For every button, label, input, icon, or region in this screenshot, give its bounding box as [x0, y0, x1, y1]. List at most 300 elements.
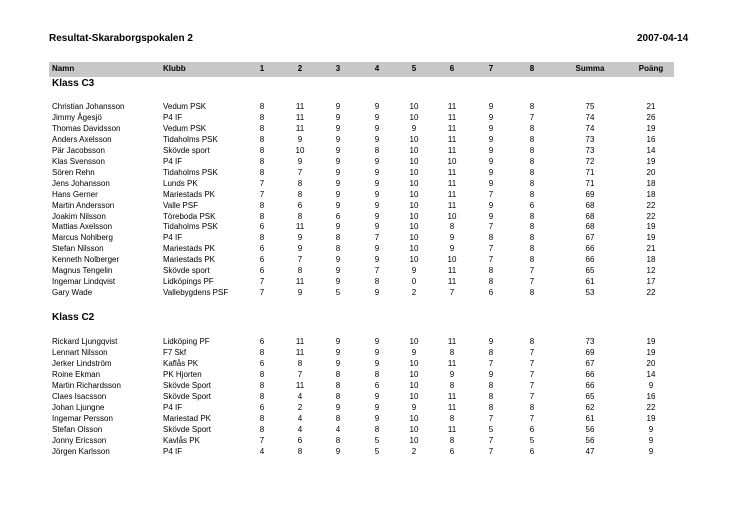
series-2-cell: 11 — [295, 380, 305, 390]
table-row — [0, 134, 741, 145]
series-4-cell: 9 — [374, 123, 380, 133]
series-6-cell: 10 — [447, 156, 457, 166]
series-8-cell: 8 — [529, 222, 535, 232]
series-4-cell: 9 — [374, 255, 380, 265]
series-2-cell: 7 — [297, 369, 303, 379]
series-2-cell: 11 — [295, 277, 305, 287]
series-5-cell: 10 — [409, 112, 419, 122]
series-2-cell: 11 — [295, 222, 305, 232]
club-cell: P4 IF — [163, 112, 183, 122]
series-1-cell: 8 — [259, 102, 265, 111]
sum-cell: 56 — [585, 424, 595, 434]
sum-cell: 66 — [585, 255, 595, 265]
series-6-cell: 11 — [447, 358, 457, 368]
series-6-cell: 10 — [447, 255, 457, 265]
table-row — [0, 265, 741, 276]
header-series-1: 1 — [259, 64, 265, 73]
series-6-cell: 8 — [449, 380, 455, 390]
name-cell: Roine Ekman — [52, 369, 101, 379]
series-7-cell: 8 — [488, 277, 494, 287]
series-8-cell: 6 — [529, 446, 535, 456]
points-cell: 19 — [646, 156, 656, 166]
series-4-cell: 9 — [374, 156, 380, 166]
series-7-cell: 7 — [488, 255, 494, 265]
points-cell: 19 — [646, 123, 656, 133]
series-4-cell: 9 — [374, 134, 380, 144]
table-row — [0, 413, 741, 424]
series-4-cell: 9 — [374, 178, 380, 188]
series-1-cell: 7 — [259, 277, 265, 287]
series-3-cell: 9 — [335, 358, 341, 368]
series-7-cell: 5 — [488, 424, 494, 434]
series-6-cell: 11 — [447, 337, 457, 346]
club-cell: Lunds PK — [163, 178, 198, 188]
name-cell: Kenneth Nolberger — [52, 255, 120, 265]
name-cell: Klas Svensson — [52, 156, 105, 166]
series-7-cell: 9 — [488, 123, 494, 133]
sum-cell: 73 — [585, 145, 595, 155]
series-3-cell: 9 — [335, 347, 341, 357]
club-cell: Skövde sport — [163, 266, 210, 276]
points-cell: 19 — [646, 233, 656, 243]
series-1-cell: 6 — [259, 358, 265, 368]
series-5-cell: 10 — [409, 178, 419, 188]
club-cell: Valle PSF — [163, 200, 198, 210]
points-cell: 26 — [646, 112, 656, 122]
name-cell: Magnus Tengelin — [52, 266, 113, 276]
series-7-cell: 7 — [488, 413, 494, 423]
series-1-cell: 6 — [259, 255, 265, 265]
series-6-cell: 11 — [447, 102, 457, 111]
name-cell: Rickard Ljungqvist — [52, 337, 118, 346]
series-7-cell: 7 — [488, 435, 494, 445]
series-3-cell: 9 — [335, 266, 341, 276]
table-row — [0, 402, 741, 413]
series-2-cell: 11 — [295, 123, 305, 133]
sum-cell: 67 — [585, 358, 595, 368]
series-4-cell: 9 — [374, 200, 380, 210]
section-title: Klass C2 — [52, 312, 95, 323]
points-cell: 19 — [646, 337, 656, 346]
sum-cell: 65 — [585, 391, 595, 401]
points-cell: 21 — [646, 244, 656, 254]
sum-cell: 74 — [585, 112, 595, 122]
series-6-cell: 11 — [447, 123, 457, 133]
series-4-cell: 9 — [374, 222, 380, 232]
series-5-cell: 10 — [409, 369, 419, 379]
points-cell: 21 — [646, 102, 656, 111]
series-4-cell: 8 — [374, 424, 380, 434]
series-4-cell: 9 — [374, 347, 380, 357]
series-4-cell: 9 — [374, 337, 380, 346]
sum-cell: 75 — [585, 102, 595, 111]
table-row — [0, 380, 741, 391]
series-6-cell: 11 — [447, 277, 457, 287]
series-1-cell: 4 — [259, 446, 265, 456]
series-2-cell: 7 — [297, 255, 303, 265]
series-1-cell: 8 — [259, 211, 265, 221]
series-3-cell: 9 — [335, 277, 341, 287]
series-6-cell: 8 — [449, 435, 455, 445]
series-5-cell: 10 — [409, 413, 419, 423]
series-7-cell: 8 — [488, 347, 494, 357]
series-4-cell: 7 — [374, 233, 380, 243]
points-cell: 18 — [646, 189, 656, 199]
table-row — [0, 145, 741, 156]
table-row — [0, 435, 741, 446]
points-cell: 22 — [646, 288, 656, 298]
header-club: Klubb — [163, 64, 186, 73]
series-4-cell: 8 — [374, 277, 380, 287]
series-5-cell: 0 — [411, 277, 417, 287]
points-cell: 9 — [648, 424, 654, 434]
series-7-cell: 9 — [488, 369, 494, 379]
club-cell: Tidaholms PSK — [163, 222, 218, 232]
series-5-cell: 10 — [409, 337, 419, 346]
name-cell: Pär Jacobsson — [52, 145, 105, 155]
series-1-cell: 8 — [259, 145, 265, 155]
series-4-cell: 8 — [374, 369, 380, 379]
series-8-cell: 8 — [529, 178, 535, 188]
series-3-cell: 9 — [335, 189, 341, 199]
series-3-cell: 9 — [335, 134, 341, 144]
series-1-cell: 6 — [259, 266, 265, 276]
series-7-cell: 9 — [488, 211, 494, 221]
series-3-cell: 9 — [335, 167, 341, 177]
series-8-cell: 8 — [529, 337, 535, 346]
sum-cell: 47 — [585, 446, 595, 456]
series-7-cell: 8 — [488, 402, 494, 412]
name-cell: Claes Isacsson — [52, 391, 107, 401]
series-6-cell: 11 — [447, 112, 457, 122]
header-series-2: 2 — [297, 64, 303, 73]
name-cell: Martin Andersson — [52, 200, 115, 210]
series-7-cell: 9 — [488, 178, 494, 188]
name-cell: Marcus Nohlberg — [52, 233, 113, 243]
series-3-cell: 9 — [335, 255, 341, 265]
club-cell: Lidköping PF — [163, 337, 210, 346]
series-3-cell: 9 — [335, 402, 341, 412]
series-5-cell: 2 — [411, 446, 417, 456]
series-1-cell: 8 — [259, 424, 265, 434]
series-4-cell: 9 — [374, 288, 380, 298]
points-cell: 14 — [646, 369, 656, 379]
series-8-cell: 8 — [529, 123, 535, 133]
points-cell: 20 — [646, 358, 656, 368]
series-7-cell: 9 — [488, 156, 494, 166]
series-2-cell: 2 — [297, 402, 303, 412]
series-2-cell: 8 — [297, 178, 303, 188]
series-5-cell: 10 — [409, 424, 419, 434]
name-cell: Stefan Nilsson — [52, 244, 104, 254]
series-1-cell: 8 — [259, 391, 265, 401]
name-cell: Jonny Ericsson — [52, 435, 107, 445]
series-7-cell: 7 — [488, 222, 494, 232]
series-1-cell: 8 — [259, 156, 265, 166]
series-5-cell: 10 — [409, 358, 419, 368]
report-date: 2007-04-14 — [637, 33, 689, 44]
table-row — [0, 243, 741, 254]
table-row — [0, 336, 741, 347]
points-cell: 17 — [646, 277, 656, 287]
series-2-cell: 11 — [295, 347, 305, 357]
series-4-cell: 9 — [374, 189, 380, 199]
series-3-cell: 8 — [335, 391, 341, 401]
sum-cell: 73 — [585, 134, 595, 144]
series-5-cell: 10 — [409, 255, 419, 265]
points-cell: 22 — [646, 211, 656, 221]
club-cell: Tidaholms PSK — [163, 167, 218, 177]
sum-cell: 67 — [585, 233, 595, 243]
header-series-7: 7 — [488, 64, 494, 73]
series-6-cell: 6 — [449, 446, 455, 456]
club-cell: Mariestads PK — [163, 244, 216, 254]
series-7-cell: 9 — [488, 337, 494, 346]
series-2-cell: 9 — [297, 134, 303, 144]
series-7-cell: 8 — [488, 233, 494, 243]
series-5-cell: 10 — [409, 102, 419, 111]
points-cell: 18 — [646, 255, 656, 265]
series-8-cell: 7 — [529, 277, 535, 287]
series-3-cell: 8 — [335, 413, 341, 423]
sum-cell: 68 — [585, 222, 595, 232]
points-cell: 14 — [646, 145, 656, 155]
series-3-cell: 9 — [335, 145, 341, 155]
series-4-cell: 6 — [374, 380, 380, 390]
series-6-cell: 8 — [449, 222, 455, 232]
series-6-cell: 11 — [447, 189, 457, 199]
series-2-cell: 11 — [295, 337, 305, 346]
section-title: Klass C3 — [52, 78, 95, 89]
series-5-cell: 9 — [411, 266, 417, 276]
series-1-cell: 8 — [259, 112, 265, 122]
series-2-cell: 4 — [297, 424, 303, 434]
series-5-cell: 2 — [411, 288, 417, 298]
series-3-cell: 4 — [335, 424, 341, 434]
series-7-cell: 9 — [488, 145, 494, 155]
series-8-cell: 8 — [529, 288, 535, 298]
points-cell: 22 — [646, 402, 656, 412]
table-row — [0, 221, 741, 232]
series-2-cell: 9 — [297, 244, 303, 254]
table-row — [0, 200, 741, 211]
series-3-cell: 8 — [335, 435, 341, 445]
series-7-cell: 9 — [488, 102, 494, 111]
club-cell: Kaflås PK — [163, 358, 199, 368]
series-8-cell: 8 — [529, 211, 535, 221]
sum-cell: 66 — [585, 369, 595, 379]
table-row — [0, 112, 741, 123]
series-1-cell: 7 — [259, 288, 265, 298]
table-row — [0, 369, 741, 380]
series-5-cell: 10 — [409, 167, 419, 177]
header-points: Poäng — [638, 64, 664, 73]
sum-cell: 73 — [585, 337, 595, 346]
series-8-cell: 7 — [529, 358, 535, 368]
sum-cell: 71 — [585, 178, 595, 188]
table-row — [0, 211, 741, 222]
series-6-cell: 9 — [449, 244, 455, 254]
series-8-cell: 8 — [529, 402, 535, 412]
series-1-cell: 6 — [259, 337, 265, 346]
series-3-cell: 8 — [335, 244, 341, 254]
series-4-cell: 9 — [374, 102, 380, 111]
series-3-cell: 8 — [335, 233, 341, 243]
club-cell: Tidaholms PSK — [163, 134, 218, 144]
sum-cell: 71 — [585, 167, 595, 177]
name-cell: Lennart Nilsson — [52, 347, 108, 357]
series-4-cell: 9 — [374, 391, 380, 401]
series-7-cell: 9 — [488, 200, 494, 210]
series-2-cell: 10 — [295, 145, 305, 155]
table-row — [0, 167, 741, 178]
sum-cell: 68 — [585, 200, 595, 210]
club-cell: Mariestads PK — [163, 255, 216, 265]
series-8-cell: 5 — [529, 435, 535, 445]
sum-cell: 65 — [585, 266, 595, 276]
points-cell: 12 — [646, 266, 656, 276]
series-3-cell: 6 — [335, 211, 341, 221]
series-8-cell: 7 — [529, 391, 535, 401]
series-1-cell: 8 — [259, 369, 265, 379]
club-cell: Vedum PSK — [163, 123, 207, 133]
series-3-cell: 9 — [335, 222, 341, 232]
series-8-cell: 7 — [529, 347, 535, 357]
club-cell: Mariestads PK — [163, 189, 216, 199]
series-8-cell: 8 — [529, 255, 535, 265]
header-series-6: 6 — [449, 64, 455, 73]
table-row — [0, 391, 741, 402]
series-4-cell: 9 — [374, 358, 380, 368]
series-5-cell: 10 — [409, 435, 419, 445]
series-6-cell: 11 — [447, 134, 457, 144]
series-1-cell: 7 — [259, 178, 265, 188]
points-cell: 19 — [646, 347, 656, 357]
page-title: Resultat-Skaraborgspokalen 2 — [49, 33, 193, 44]
series-1-cell: 7 — [259, 435, 265, 445]
club-cell: Skövde sport — [163, 145, 210, 155]
series-1-cell: 8 — [259, 200, 265, 210]
sum-cell: 61 — [585, 277, 595, 287]
name-cell: Thomas Davidsson — [52, 123, 121, 133]
table-row — [0, 189, 741, 200]
header-sum: Summa — [575, 64, 605, 73]
series-5-cell: 10 — [409, 380, 419, 390]
series-6-cell: 8 — [449, 413, 455, 423]
series-3-cell: 9 — [335, 156, 341, 166]
table-row — [0, 424, 741, 435]
series-6-cell: 9 — [449, 233, 455, 243]
table-row — [0, 156, 741, 167]
series-6-cell: 11 — [447, 391, 457, 401]
name-cell: Mattias Axelsson — [52, 222, 113, 232]
series-2-cell: 9 — [297, 288, 303, 298]
series-2-cell: 9 — [297, 156, 303, 166]
points-cell: 19 — [646, 413, 656, 423]
series-7-cell: 9 — [488, 134, 494, 144]
header-name: Namn — [52, 64, 75, 73]
name-cell: Martin Richardsson — [52, 380, 121, 390]
series-3-cell: 9 — [335, 123, 341, 133]
series-6-cell: 11 — [447, 402, 457, 412]
sum-cell: 72 — [585, 156, 595, 166]
series-8-cell: 8 — [529, 102, 535, 111]
header-series-5: 5 — [411, 64, 417, 73]
series-4-cell: 9 — [374, 167, 380, 177]
table-row — [0, 123, 741, 134]
table-row — [0, 232, 741, 243]
series-7-cell: 8 — [488, 266, 494, 276]
club-cell: Skövde Sport — [163, 380, 212, 390]
name-cell: Ingemar Persson — [52, 413, 113, 423]
series-7-cell: 9 — [488, 167, 494, 177]
series-2-cell: 4 — [297, 413, 303, 423]
series-8-cell: 7 — [529, 380, 535, 390]
club-cell: Mariestad PK — [163, 413, 212, 423]
points-cell: 22 — [646, 200, 656, 210]
sum-cell: 68 — [585, 211, 595, 221]
series-2-cell: 8 — [297, 358, 303, 368]
table-header — [49, 62, 674, 77]
points-cell: 16 — [646, 391, 656, 401]
series-2-cell: 6 — [297, 200, 303, 210]
series-8-cell: 8 — [529, 167, 535, 177]
series-8-cell: 8 — [529, 244, 535, 254]
sum-cell: 61 — [585, 413, 595, 423]
club-cell: P4 IF — [163, 402, 183, 412]
series-4-cell: 8 — [374, 145, 380, 155]
series-6-cell: 11 — [447, 200, 457, 210]
club-cell: Vallebygdens PSF — [163, 288, 229, 298]
series-5-cell: 10 — [409, 145, 419, 155]
series-6-cell: 11 — [447, 424, 457, 434]
series-1-cell: 8 — [259, 413, 265, 423]
series-5-cell: 10 — [409, 244, 419, 254]
series-2-cell: 8 — [297, 211, 303, 221]
series-3-cell: 9 — [335, 200, 341, 210]
series-1-cell: 8 — [259, 167, 265, 177]
series-7-cell: 7 — [488, 358, 494, 368]
series-1-cell: 8 — [259, 233, 265, 243]
series-2-cell: 11 — [295, 102, 305, 111]
series-3-cell: 9 — [335, 337, 341, 346]
series-4-cell: 9 — [374, 211, 380, 221]
table-row — [0, 254, 741, 265]
name-cell: Jerker Lindström — [52, 358, 112, 368]
table-row — [0, 347, 741, 358]
series-6-cell: 11 — [447, 145, 457, 155]
points-cell: 19 — [646, 222, 656, 232]
series-1-cell: 8 — [259, 347, 265, 357]
series-6-cell: 11 — [447, 178, 457, 188]
name-cell: Stefan Olsson — [52, 424, 103, 434]
club-cell: Skövde Sport — [163, 424, 212, 434]
series-6-cell: 7 — [449, 288, 455, 298]
series-3-cell: 9 — [335, 178, 341, 188]
series-3-cell: 8 — [335, 369, 341, 379]
series-7-cell: 7 — [488, 446, 494, 456]
series-4-cell: 5 — [374, 446, 380, 456]
series-8-cell: 7 — [529, 413, 535, 423]
series-5-cell: 10 — [409, 134, 419, 144]
series-6-cell: 10 — [447, 211, 457, 221]
series-2-cell: 9 — [297, 233, 303, 243]
series-4-cell: 9 — [374, 112, 380, 122]
series-8-cell: 8 — [529, 189, 535, 199]
name-cell: Jörgen Karlsson — [52, 446, 110, 456]
series-6-cell: 11 — [447, 266, 457, 276]
club-cell: Vedum PSK — [163, 102, 207, 111]
